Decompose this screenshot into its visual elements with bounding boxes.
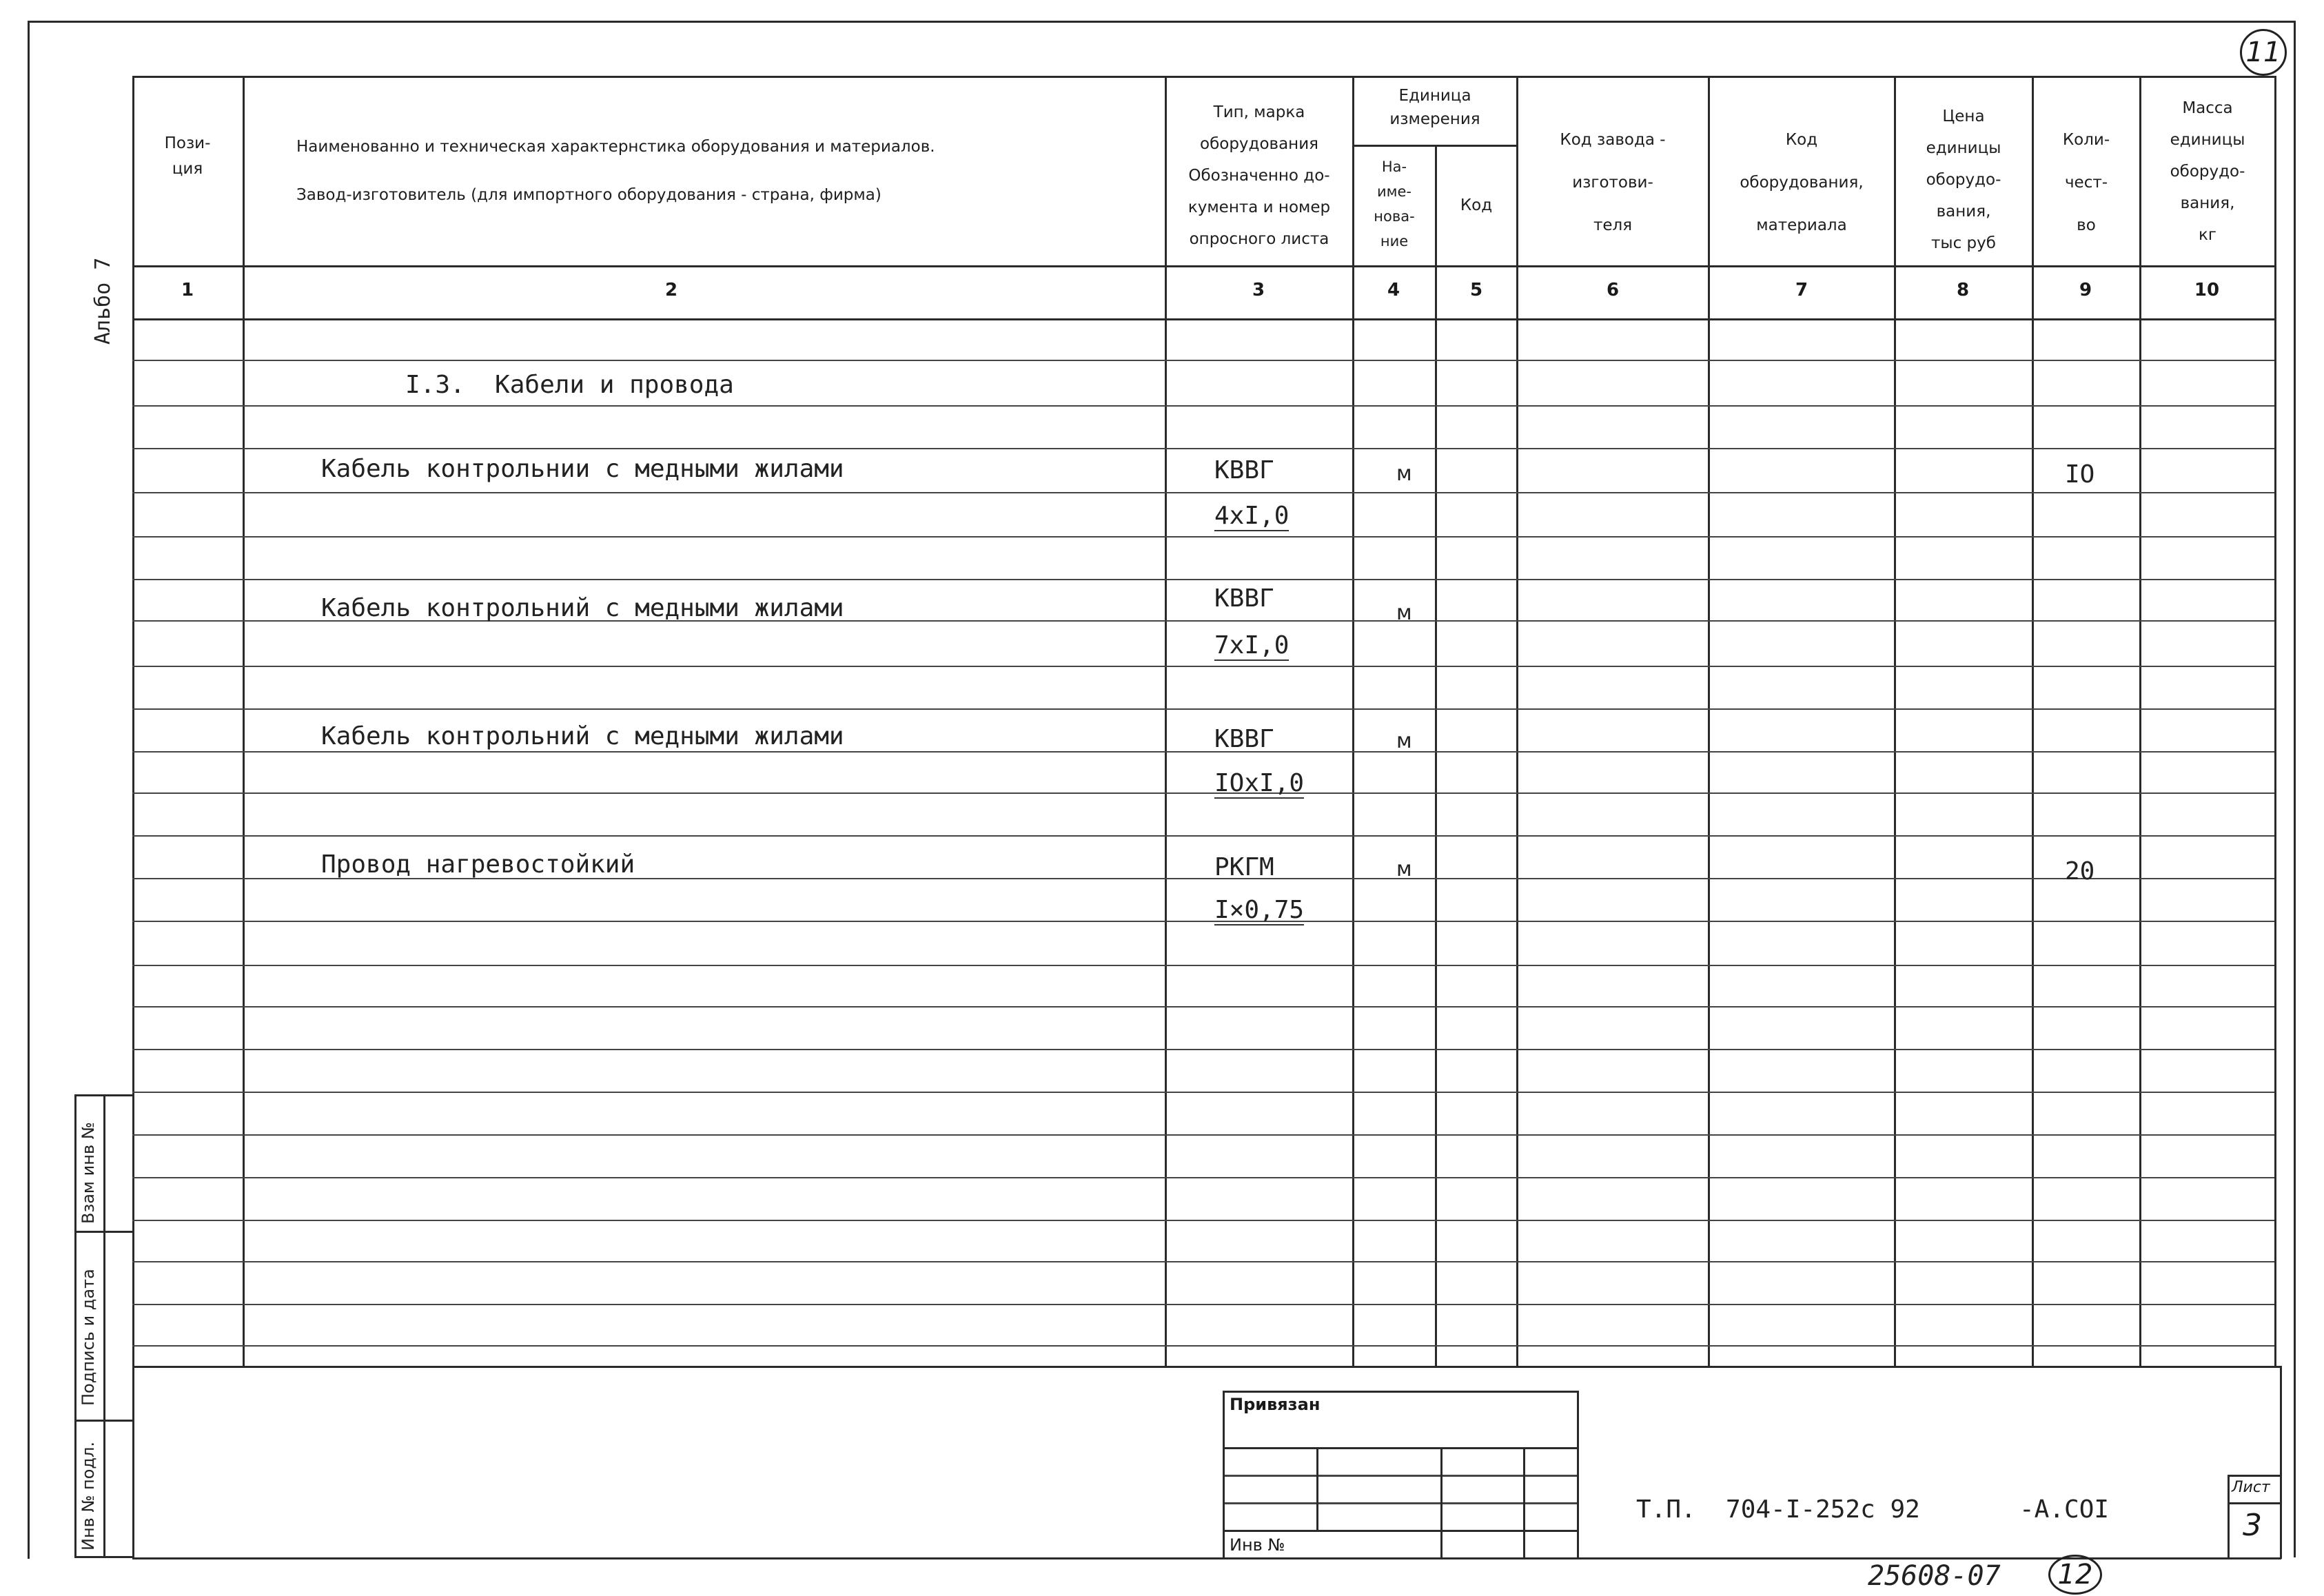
row-3-name: Кабель контрольний с медными жилами — [321, 594, 844, 622]
stamp-label-vzam — [79, 1122, 98, 1224]
row-rule — [132, 792, 2274, 794]
row-1-qty: IO — [2065, 460, 2095, 489]
header-col9 — [2033, 119, 2139, 247]
header-col7-line2: оборудования, — [1740, 174, 1864, 192]
header-col10-line3: оборудо- — [2170, 163, 2245, 181]
unit-header-split — [1352, 145, 1516, 147]
sheet-circle-top-text: 11 — [2245, 37, 2281, 68]
header-col6-line1: Код завода - — [1560, 131, 1666, 149]
list-box-mid — [2228, 1502, 2280, 1504]
row-3-type: КВВГ — [1214, 584, 1274, 613]
outer-frame-right — [2294, 21, 2296, 1557]
row-rule — [132, 405, 2274, 407]
outer-frame-left — [28, 21, 30, 1559]
row-3-unit: м — [1396, 601, 1412, 625]
privyazan-right — [1577, 1391, 1579, 1559]
header-col8-line2: единицы — [1926, 139, 2001, 157]
row-rule — [132, 1304, 2274, 1305]
table-top-line — [132, 76, 2274, 78]
stamp-div-2 — [74, 1420, 134, 1422]
colnum-2: 2 — [664, 280, 678, 300]
header-col2-line1: Наименованно и техническая характернстика оборудования и материалов. — [296, 138, 935, 156]
title-block-right — [2280, 1366, 2282, 1559]
row-7-name: Провод нагревостойкий — [321, 850, 635, 879]
stamp-bottom — [74, 1556, 134, 1558]
doc-code: Т.П. 704-I-252с 92 — [1636, 1495, 1920, 1524]
sheet-circle-bottom — [2048, 1555, 2102, 1595]
col-line-9 — [2139, 76, 2141, 1367]
list-box-left — [2228, 1475, 2230, 1559]
header-col7 — [1709, 119, 1894, 247]
header-col4 — [1354, 154, 1435, 254]
row-rule — [132, 1134, 2274, 1136]
col-line-1 — [243, 76, 245, 1367]
privyazan-col-2 — [1440, 1447, 1443, 1559]
title-block-bottom — [132, 1557, 2281, 1559]
header-col10-line1: Масса — [2182, 99, 2233, 117]
row-rule — [132, 1006, 2274, 1007]
col-line-4 — [1435, 146, 1437, 1367]
row-1-name: Кабель контрольнии с медными жилами — [321, 455, 844, 483]
header-col10-line4: вания, — [2180, 194, 2235, 212]
privyazan-top — [1223, 1391, 1578, 1393]
row-1-unit: м — [1396, 462, 1412, 486]
privyazan-left — [1223, 1391, 1225, 1559]
row-rule — [132, 1049, 2274, 1050]
row-rule — [132, 666, 2274, 667]
header-col3-line5: опросного листа — [1189, 230, 1329, 248]
stamp-div-1 — [74, 1231, 134, 1233]
row-rule — [132, 1220, 2274, 1221]
row-rule — [132, 1345, 2274, 1347]
header-col9-line1: Коли- — [2062, 131, 2110, 149]
row-rule — [132, 536, 2274, 538]
list-box-top — [2228, 1475, 2280, 1477]
row-5-name: Кабель контрольний с медными жилами — [321, 722, 844, 750]
colnum-3: 3 — [1252, 280, 1265, 300]
row-6-type: IOхI,0 — [1214, 769, 1305, 797]
colnum-8: 8 — [1956, 280, 1970, 300]
stamp-label-inv-podl — [79, 1442, 98, 1551]
colnum-9: 9 — [2079, 280, 2092, 300]
col-line-0 — [132, 76, 134, 1559]
header-col2-line2: Завод-изготовитель (для импортного оборудования - страна, фирма) — [296, 186, 881, 204]
header-col4-line1: На- — [1381, 158, 1407, 175]
header-col1-line1: Пози- — [164, 134, 211, 152]
header-col10 — [2141, 92, 2274, 251]
table-bottom-line — [132, 1366, 2281, 1368]
row-section-title: I.3. Кабели и провода — [405, 371, 734, 399]
header-col4-line2: име- — [1377, 183, 1411, 200]
row-2-type: 4хI,0 — [1214, 502, 1290, 530]
doc-suffix: -А.СОI — [2019, 1495, 2110, 1524]
privyazan-col-3 — [1523, 1447, 1525, 1559]
row-rule — [132, 965, 2274, 966]
privyazan-col-1 — [1316, 1447, 1318, 1531]
header-col5-text: Код — [1460, 196, 1493, 214]
header-col1-line2: ция — [172, 160, 203, 178]
header-col10-line5: кг — [2199, 226, 2216, 244]
stamp-label-signature-text: Подпись и дата — [79, 1269, 98, 1406]
stamp-label-inv-podl-text: Инв № подл. — [79, 1442, 98, 1551]
header-col3-line2: оборудования — [1200, 135, 1318, 153]
header-col3 — [1166, 96, 1352, 255]
header-col7-line1: Код — [1785, 131, 1818, 149]
header-col6-line2: изготови- — [1572, 174, 1653, 192]
row-rule — [132, 835, 2274, 837]
header-col45-line1: Единица — [1398, 87, 1471, 105]
header-col8-line5: тыс руб — [1931, 234, 1996, 252]
colnum-7: 7 — [1795, 280, 1808, 300]
header-col1 — [132, 131, 243, 182]
col-line-8 — [2032, 76, 2034, 1367]
header-col7-line3: материала — [1756, 216, 1847, 234]
col-line-3 — [1352, 76, 1354, 1367]
header-col6-line3: теля — [1593, 216, 1633, 234]
sheet-circle-top — [2240, 29, 2287, 76]
header-col9-line3: во — [2077, 216, 2096, 234]
row-rule — [132, 1261, 2274, 1262]
row-8-type: I×0,75 — [1214, 896, 1305, 924]
row-7-qty: 20 — [2065, 857, 2095, 886]
header-col8 — [1895, 101, 2032, 259]
row-rule — [132, 360, 2274, 361]
row-5-unit: м — [1396, 729, 1412, 753]
col-line-6 — [1708, 76, 1710, 1367]
colnum-5: 5 — [1469, 280, 1483, 300]
sheet-circle-bottom-text: 12 — [2057, 1559, 2093, 1590]
col-line-2 — [1165, 76, 1167, 1367]
header-col45 — [1354, 84, 1516, 131]
header-col3-line4: кумента и номер — [1188, 198, 1331, 216]
stamp-mid — [103, 1096, 105, 1557]
row-rule — [132, 448, 2274, 449]
colnum-10: 10 — [2194, 280, 2220, 300]
header-col6 — [1518, 119, 1708, 247]
row-rule — [132, 492, 2274, 493]
header-col5 — [1436, 193, 1516, 218]
left-margin-mark — [91, 258, 115, 345]
header-col45-line2: измерения — [1389, 110, 1480, 128]
row-1-type: КВВГ — [1214, 456, 1274, 484]
header-col2 — [296, 123, 1151, 219]
row-5-type: КВВГ — [1214, 725, 1274, 753]
numbers-bottom-line — [132, 318, 2274, 320]
left-margin-mark-text: Альбо 7 — [91, 257, 115, 345]
bottom-number: 25608-07 — [1868, 1560, 2001, 1592]
list-label: Лист — [2232, 1479, 2270, 1496]
row-rule — [132, 921, 2274, 922]
row-7-unit: м — [1396, 857, 1412, 881]
colnum-6: 6 — [1606, 280, 1620, 300]
outer-frame-top — [28, 21, 2295, 23]
header-col8-line3: оборудо- — [1926, 171, 2001, 189]
stamp-label-vzam-text: Взам инв № — [79, 1122, 98, 1224]
header-col9-line2: чест- — [2064, 174, 2108, 192]
header-col3-line3: Обозначенно до- — [1188, 167, 1330, 185]
col-line-10 — [2274, 76, 2276, 1367]
header-col10-line2: единицы — [2170, 131, 2245, 149]
stamp-top — [74, 1094, 134, 1096]
list-number: 3 — [2243, 1508, 2262, 1543]
row-rule — [132, 708, 2274, 710]
header-col4-line4: ние — [1380, 233, 1409, 249]
row-rule — [132, 751, 2274, 753]
col-line-7 — [1894, 76, 1896, 1367]
row-rule — [132, 1092, 2274, 1093]
stamp-label-signature — [79, 1269, 98, 1406]
row-rule — [132, 579, 2274, 580]
colnum-1: 1 — [181, 280, 194, 300]
row-7-type: РКГМ — [1214, 853, 1274, 881]
header-col4-line3: нова- — [1374, 208, 1415, 225]
row-rule — [132, 1177, 2274, 1178]
header-col8-line4: вания, — [1936, 203, 1991, 221]
col-line-5 — [1516, 76, 1518, 1367]
stamp-inner-left — [74, 1096, 77, 1557]
header-col8-line1: Цена — [1942, 108, 1985, 125]
header-bottom-line — [132, 265, 2274, 267]
colnum-4: 4 — [1387, 280, 1400, 300]
privyazan-label: Привязан — [1230, 1395, 1321, 1414]
inv-no-label: Инв № — [1230, 1535, 1285, 1555]
row-4-type: 7хI,0 — [1214, 631, 1290, 659]
header-col3-line1: Тип, марка — [1213, 103, 1305, 121]
